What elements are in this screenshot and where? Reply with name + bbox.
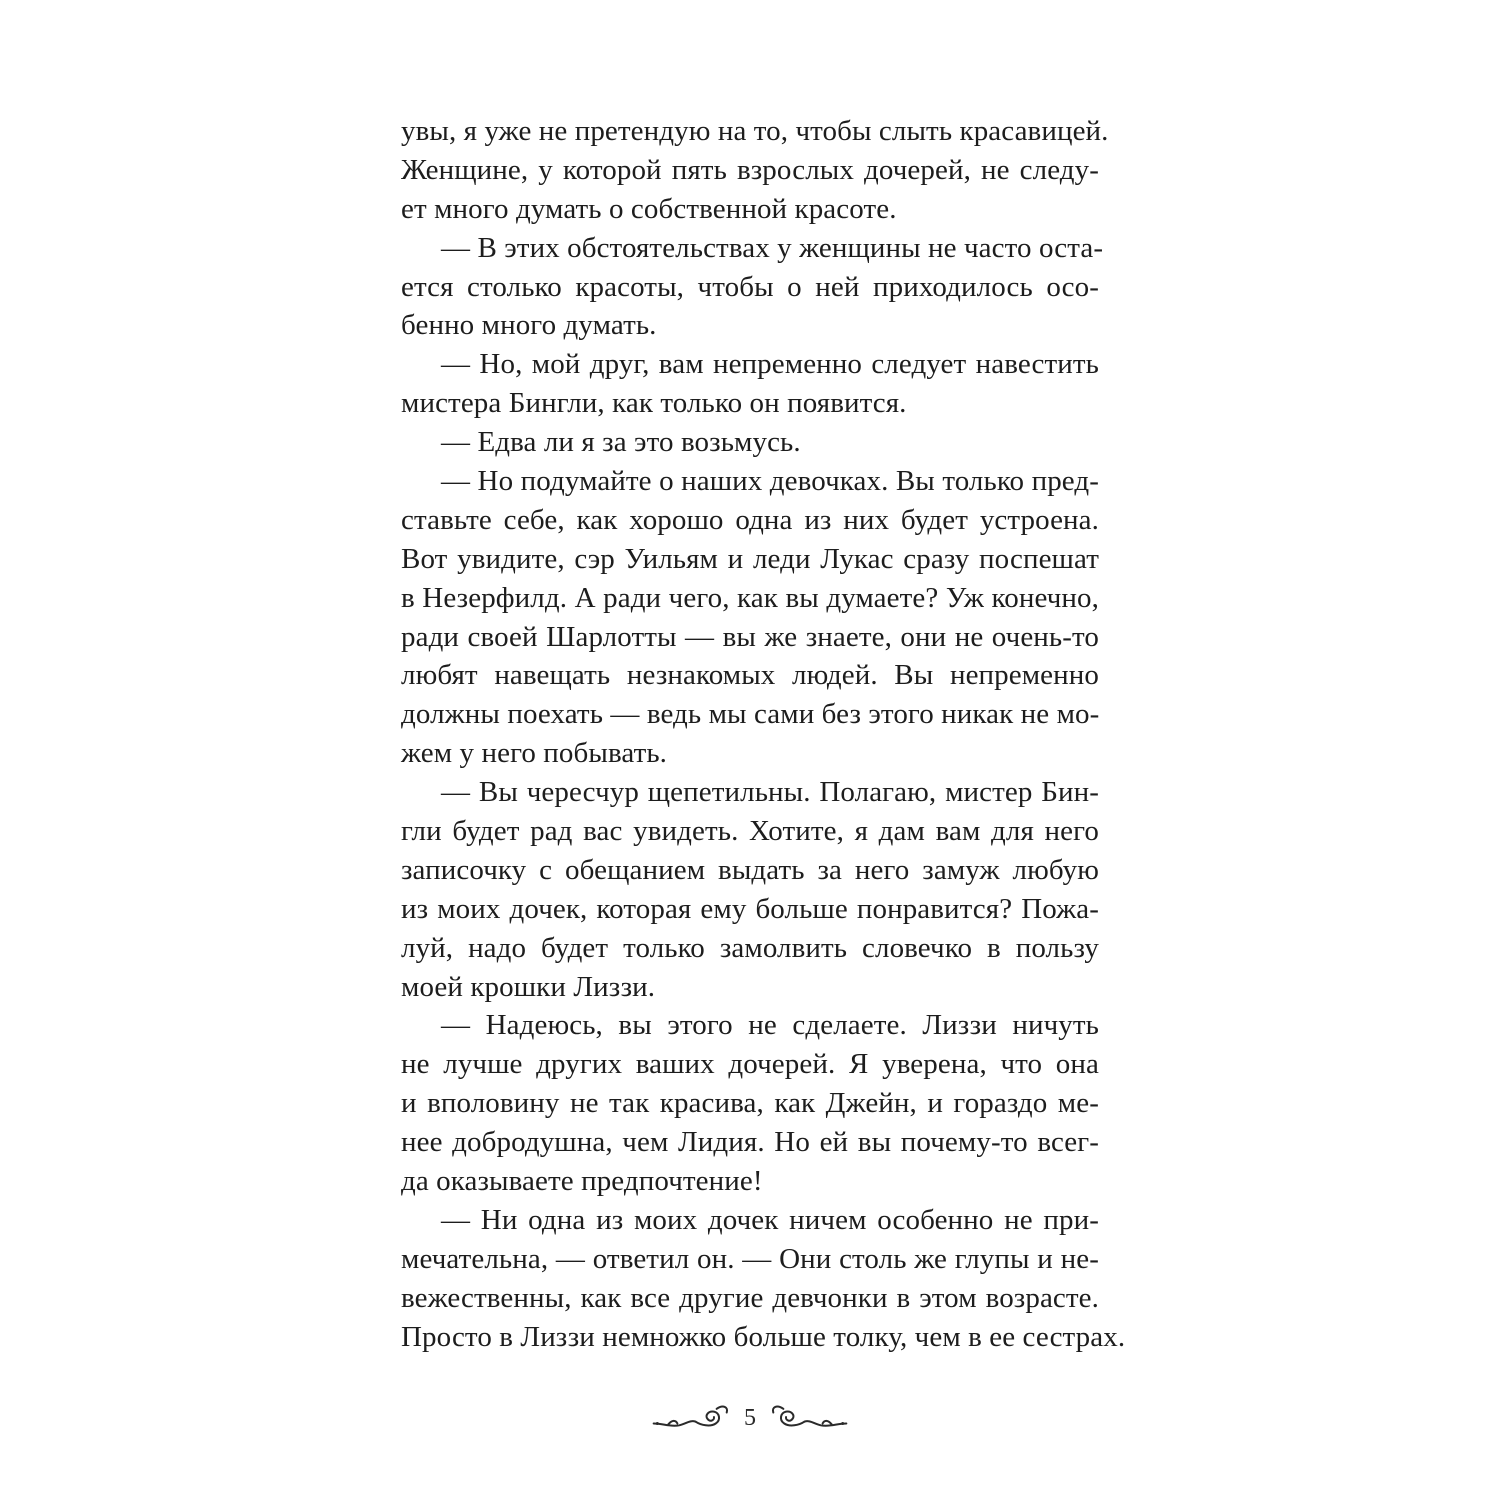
text-line: Просто в Лиззи немножко больше толку, чем в ее сестрах. — [401, 1320, 1126, 1353]
text-line: вежественны, как все другие девчонки в этом возрасте. — [401, 1281, 1099, 1314]
text-line: Женщине, у которой пять взрослых дочерей, не следу- — [401, 153, 1099, 186]
text-line: бенно много думать. — [401, 309, 657, 342]
text-line: не лучше других ваших дочерей. Я уверена, что она — [401, 1048, 1099, 1081]
text-line: Вот увидите, сэр Уильям и леди Лукас сразу поспешат — [401, 542, 1099, 575]
paragraph-first-line: — Едва ли я за это возьмусь. — [441, 426, 801, 459]
scroll-flourish-right-icon — [766, 1400, 850, 1436]
text-line: мистера Бингли, как только он появится. — [401, 387, 907, 420]
text-line: увы, я уже не претендую на то, чтобы слыть красавицей. — [401, 115, 1109, 147]
text-line: ради своей Шарлотты — вы же знаете, они не очень-то — [401, 620, 1099, 653]
text-line: жем у него побывать. — [401, 737, 668, 770]
text-line: в Незерфилд. А ради чего, как вы думаете? Уж конечно, — [401, 581, 1099, 614]
scroll-flourish-left-icon — [650, 1400, 734, 1436]
text-line: ет много думать о собственной красоте. — [401, 192, 897, 225]
text-line: ставьте себе, как хорошо одна из них будет устроена. — [401, 503, 1099, 536]
page-number: 5 — [744, 1405, 756, 1431]
paragraph-first-line: — Надеюсь, вы этого не сделаете. Лиззи ничуть — [441, 1009, 1099, 1042]
paragraph-first-line: — Но подумайте о наших девочках. Вы только пред- — [441, 465, 1099, 498]
page-folio — [650, 1398, 850, 1438]
paragraph-first-line: — Но, мой друг, вам непременно следует навестить — [441, 348, 1099, 381]
text-line: и вполовину не так красива, как Джейн, и гораздо ме- — [401, 1087, 1099, 1120]
text-line: нее добродушна, чем Лидия. Но ей вы почему-то всег- — [401, 1126, 1099, 1159]
paragraph-first-line: — Вы чересчур щепетильны. Полагаю, мистер Бин- — [441, 776, 1099, 809]
body-text — [401, 112, 1126, 1357]
text-line: гли будет рад вас увидеть. Хотите, я дам вам для него — [401, 815, 1099, 848]
text-line: должны поехать — ведь мы сами без этого никак не мо- — [401, 698, 1100, 731]
text-line: из моих дочек, которая ему больше понравится? Пожа- — [401, 892, 1099, 925]
text-line: мечательна, — ответил он. — Они столь же глупы и не- — [401, 1242, 1099, 1275]
text-line: ется столько красоты, чтобы о ней приходилось осо- — [401, 270, 1099, 303]
paragraph-first-line: — В этих обстоятельствах у женщины не часто оста- — [441, 231, 1104, 264]
text-line: да оказываете предпочтение! — [401, 1165, 763, 1198]
text-line: моей крошки Лиззи. — [401, 970, 656, 1003]
text-line: луй, надо будет только замолвить словечко в пользу — [401, 931, 1099, 964]
paragraph-first-line: — Ни одна из моих дочек ничем особенно не при- — [441, 1203, 1099, 1236]
text-line: любят навещать незнакомых людей. Вы непременно — [401, 659, 1099, 692]
text-line: записочку с обещанием выдать за него замуж любую — [401, 853, 1099, 886]
